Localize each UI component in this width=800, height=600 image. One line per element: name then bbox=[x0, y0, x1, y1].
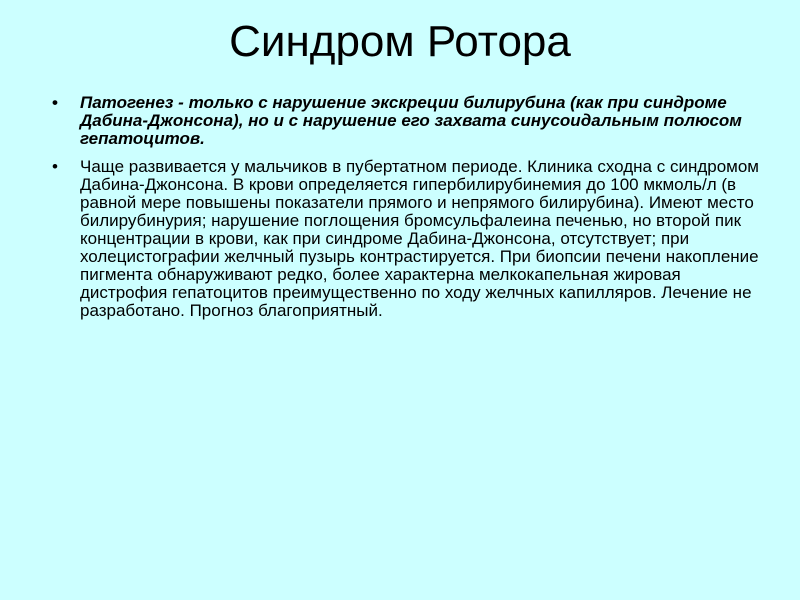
bullet-clinical-description bbox=[50, 158, 760, 320]
bullet-marker: • bbox=[52, 93, 58, 112]
bullet-list bbox=[50, 94, 760, 330]
bullet-marker: • bbox=[52, 157, 58, 176]
bullet-pathogenesis bbox=[50, 94, 760, 148]
bullet-text: Патогенез - только с нарушение экскреции билирубина (как при синдроме Дабина-Джонсона), но и с нарушение его захвата синусоидальным полюсом гепатоцитов. bbox=[80, 93, 742, 148]
slide-title: Синдром Ротора bbox=[229, 17, 571, 66]
bullet-text: Чаще развивается у мальчиков в пубертатном периоде. Клиника сходна с синдромом Дабина-Джонсона. В крови определяется гипербилирубинемия до 100 мкмоль/л (в равной мере повышены показатели прямого и непрямого билирубина). Имеют место билирубинурия; нарушение поглощения бромсульфалеина печенью, но второй пик концентрации в крови, как при синдроме Дабина-Джонсона, отсутствует; при холецистографии желчный пузырь контрастируется. При биопсии печени накопление пигмента обнаруживают редко, более характерна мелкокапельная жировая дистрофия гепатоцитов преимущественно по ходу желчных капилляров. Лечение не разработано. Прогноз благоприятный. bbox=[80, 157, 759, 320]
